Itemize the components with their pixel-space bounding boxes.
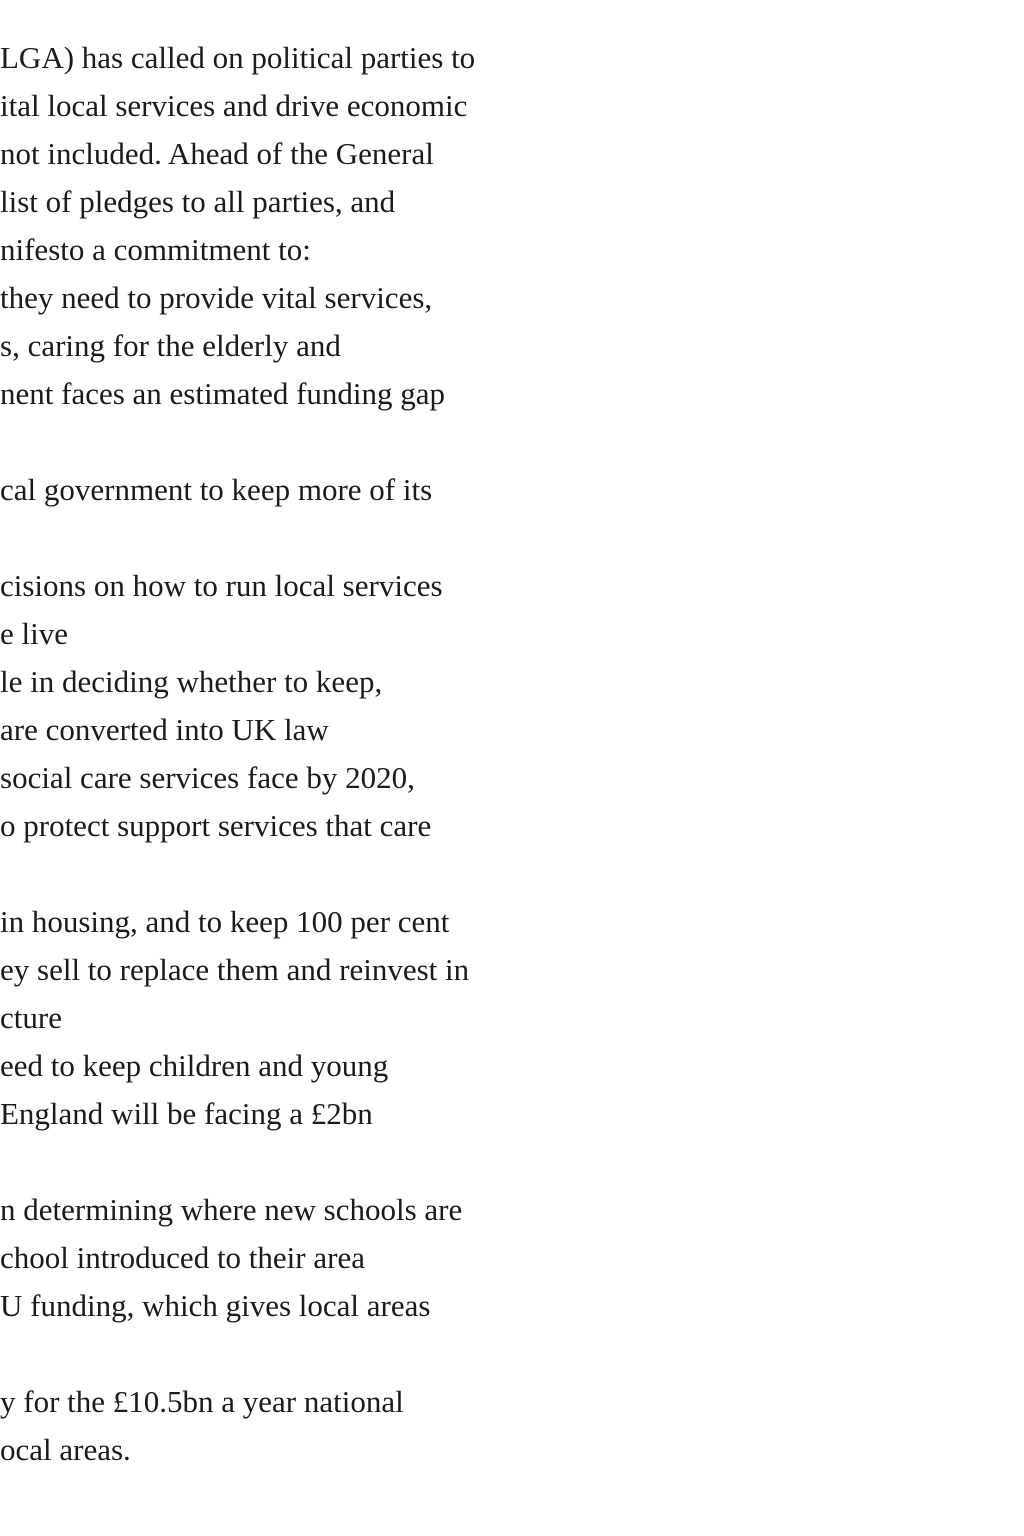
text-line: e live — [0, 616, 68, 651]
text-line: they need to provide vital services, — [0, 280, 433, 315]
text-line: ey sell to replace them and reinvest in — [0, 952, 470, 987]
text-line: U funding, which gives local areas — [0, 1288, 431, 1323]
text-line: cture — [0, 1000, 62, 1035]
text-line: are converted into UK law — [0, 712, 329, 747]
text-line: nifesto a commitment to: — [0, 232, 311, 267]
text-line: ital local services and drive economic — [0, 88, 468, 123]
text-line: list of pledges to all parties, and — [0, 184, 396, 219]
text-line: eed to keep children and young — [0, 1048, 389, 1083]
text-line: nent faces an estimated funding gap — [0, 376, 446, 411]
text-line: England will be facing a £2bn — [0, 1096, 373, 1131]
text-line: ocal areas. — [0, 1432, 131, 1467]
text-line: s, caring for the elderly and — [0, 328, 341, 363]
text-line: n determining where new schools are — [0, 1192, 463, 1227]
text-line: not included. Ahead of the General — [0, 136, 434, 171]
blank-line — [0, 1330, 600, 1378]
blank-line — [0, 418, 600, 466]
text-line: cisions on how to run local services — [0, 568, 443, 603]
blank-line — [0, 1138, 600, 1186]
text-line: in housing, and to keep 100 per cent — [0, 904, 450, 939]
text-line: social care services face by 2020, — [0, 760, 415, 795]
text-line: le in deciding whether to keep, — [0, 664, 383, 699]
text-line: o protect support services that care — [0, 808, 432, 843]
text-line: y for the £10.5bn a year national — [0, 1384, 404, 1419]
text-line: LGA) has called on political parties to — [0, 40, 476, 75]
text-line: cal government to keep more of its — [0, 472, 433, 507]
article-body — [0, 34, 600, 1474]
blank-line — [0, 850, 600, 898]
text-line: chool introduced to their area — [0, 1240, 365, 1275]
blank-line — [0, 514, 600, 562]
